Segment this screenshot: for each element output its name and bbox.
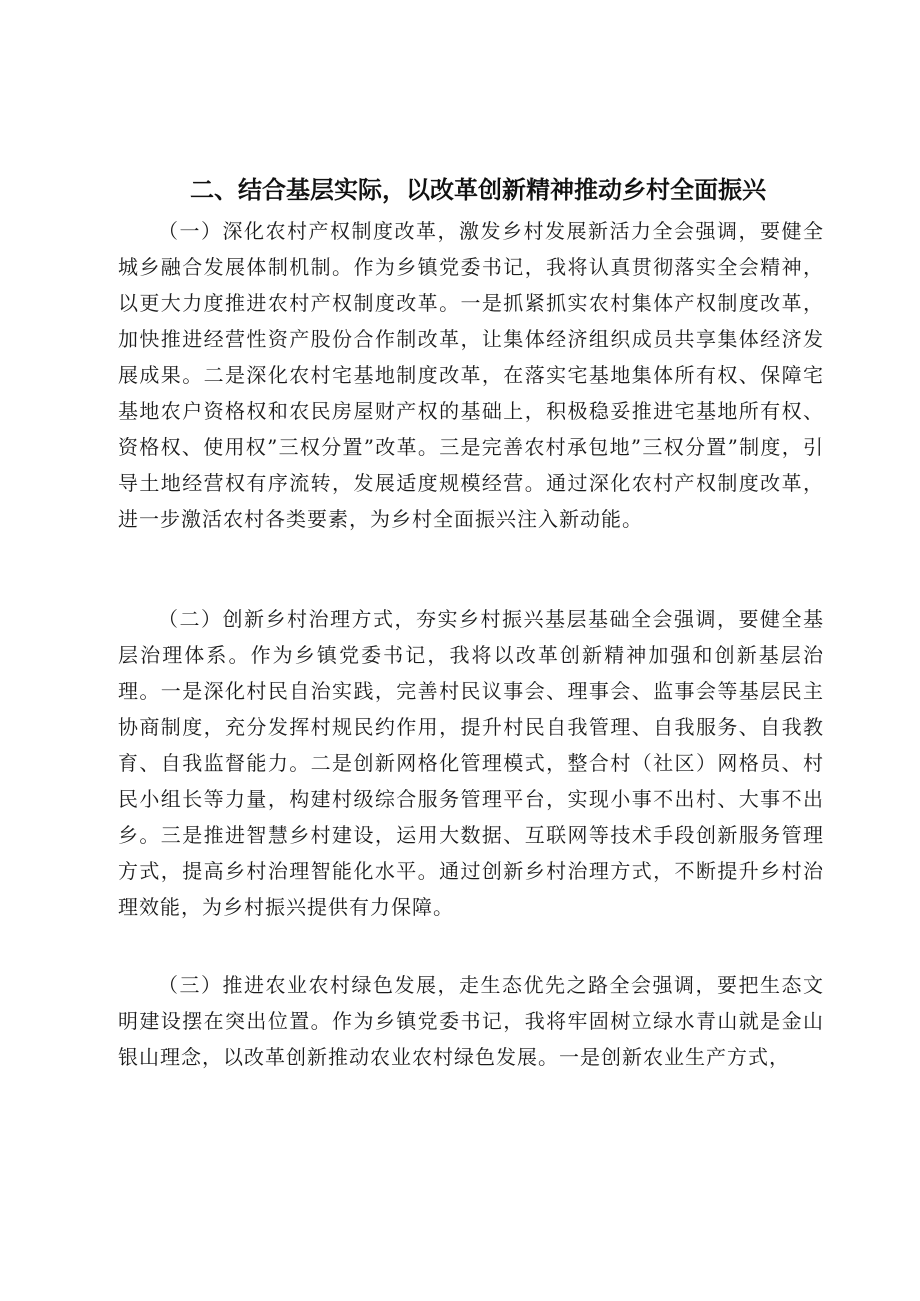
paragraph-2: （二）创新乡村治理方式，夯实乡村振兴基层基础全会强调，要健全基层治理体系。作为乡镇党委书记，我将以改革创新精神加强和创新基层治理。一是深化村民自治实践，完善村民议事会、理事会、监事会等基层民主协商制度，充分发挥村规民约作用，提升村民自我管理、自我服务、自我教育、自我监督能力。二是创新网格化管理模式，整合村（社区）网格员、村民小组长等力量，构建村级综合服务管理平台，实现小事不出村、大事不出乡。三是推进智慧乡村建设，运用大数据、互联网等技术手段创新服务管理方式，提高乡村治理智能化水平。通过创新乡村治理方式，不断提升乡村治理效能，为乡村振兴提供有力保障。 xyxy=(118,607,824,919)
section-heading: 二、结合基层实际，以改革创新精神推动乡村全面振兴 xyxy=(190,176,766,204)
paragraph-1: （一）深化农村产权制度改革，激发乡村发展新活力全会强调，要健全城乡融合发展体制机制。作为乡镇党委书记，我将认真贯彻落实全会精神，以更大力度推进农村产权制度改革。一是抓紧抓实农村集体产权制度改革，加快推进经营性资产股份合作制改革，让集体经济组织成员共享集体经济发展成果。二是深化农村宅基地制度改革，在落实宅基地集体所有权、保障宅基地农户资格权和农民房屋财产权的基础上，积极稳妥推进宅基地所有权、资格权、使用权”三权分置”改革。三是完善农村承包地”三权分置”制度，引导土地经营权有序流转，发展适度规模经营。通过深化农村产权制度改革，进一步激活农村各类要素，为乡村全面振兴注入新动能。 xyxy=(118,219,824,531)
paragraph-3: （三）推进农业农村绿色发展，走生态优先之路全会强调，要把生态文明建设摆在突出位置。作为乡镇党委书记，我将牢固树立绿水青山就是金山银山理念，以改革创新推动农业农村绿色发展。一是创新农业生产方式， xyxy=(118,973,824,1069)
